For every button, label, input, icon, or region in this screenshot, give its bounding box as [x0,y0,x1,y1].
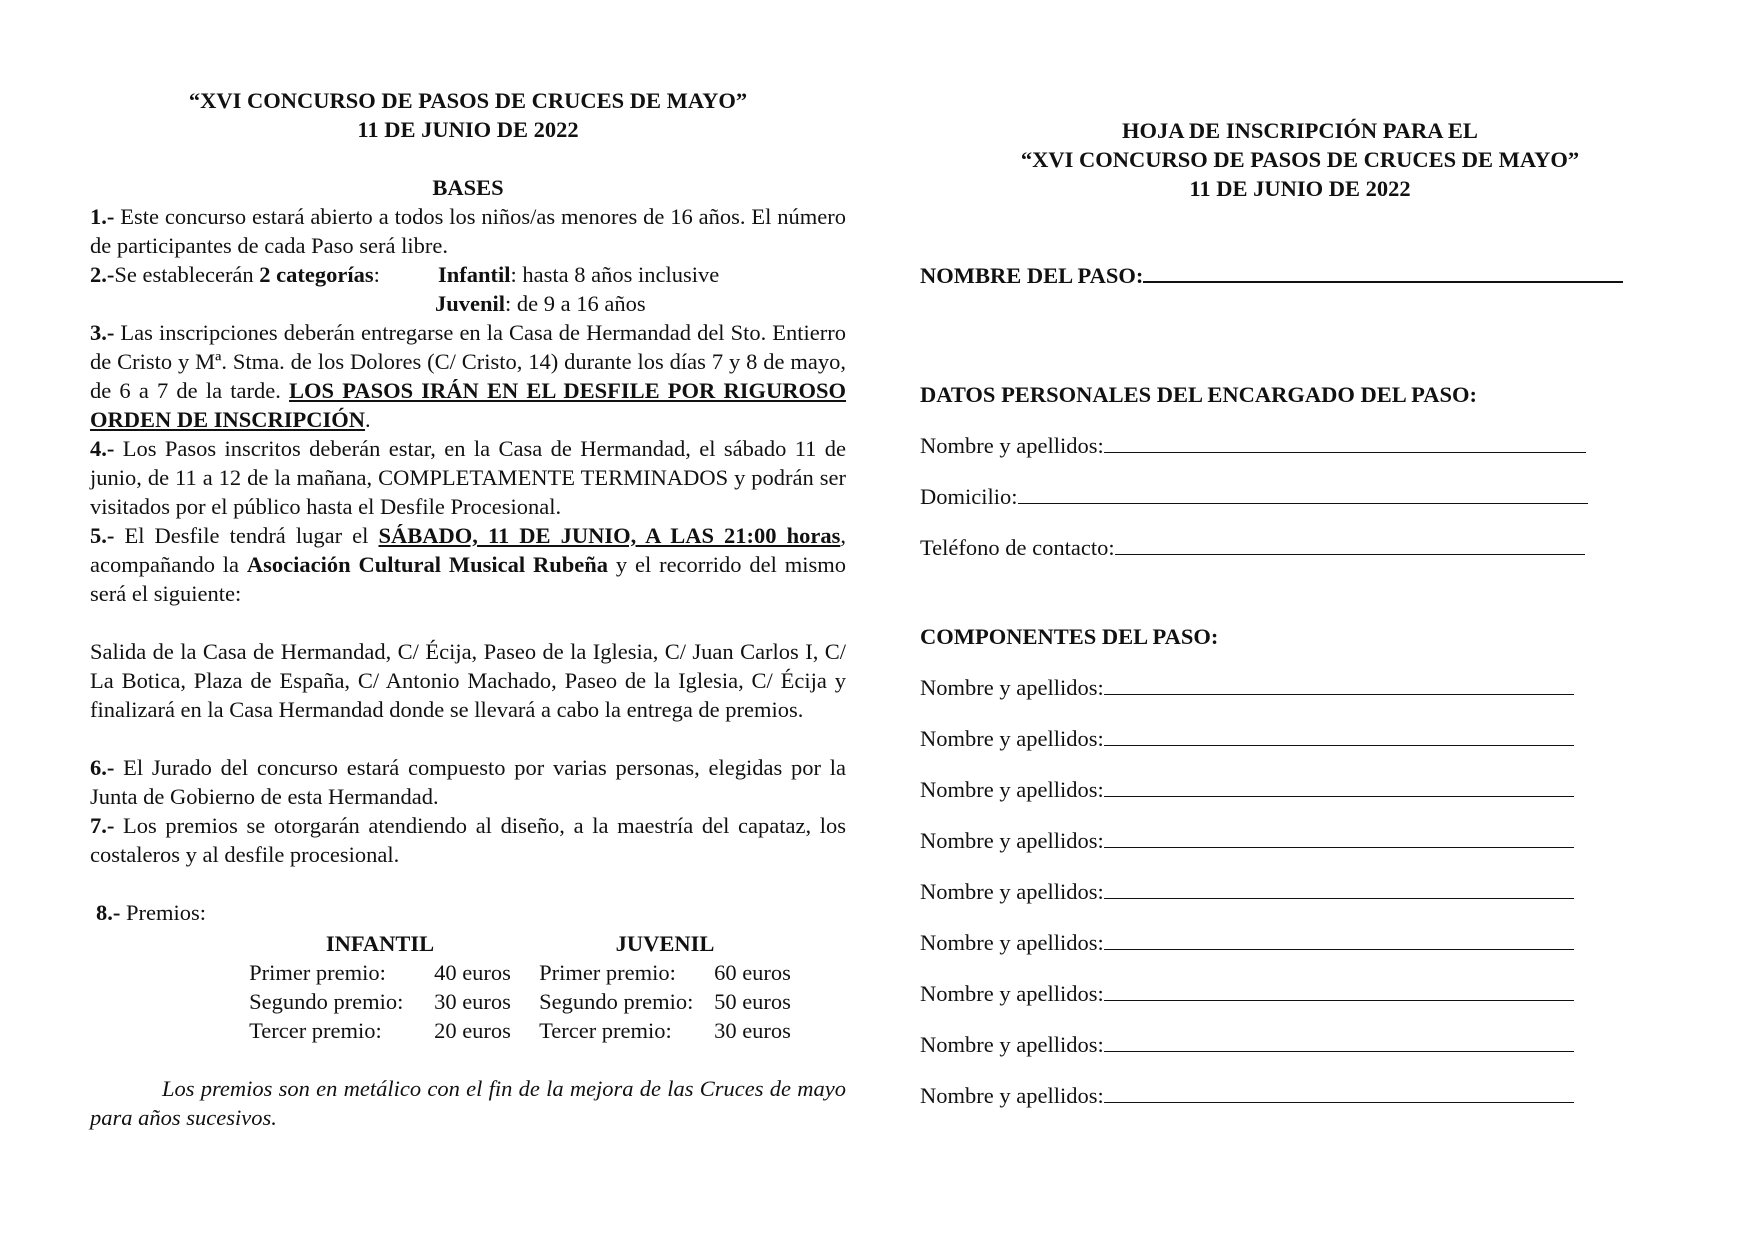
registration-form [920,116,1680,1110]
rule-number: 4.- [90,436,115,461]
rule-text: El Jurado del concurso estará compuesto por varias personas, elegidas por la Junta de Gobierno de esta Hermandad. [90,755,846,809]
rule-3 [90,318,846,434]
field-input-line[interactable] [1104,674,1574,695]
encargado-heading: DATOS PERSONALES DEL ENCARGADO DEL PASO: [920,382,1477,407]
field-input-line[interactable] [1104,1031,1574,1052]
field-input-line[interactable] [1104,1082,1574,1103]
category-name: Juvenil [435,291,506,316]
prize-row [525,1016,805,1045]
rule-text: Los premios se otorgarán atendiendo al diseño, a la maestría del capataz, los costaleros y al desfile procesional. [90,813,846,867]
prize-row [235,987,525,1016]
category-desc: : de 9 a 16 años [505,291,646,316]
prize-row [525,987,805,1016]
form-field-row[interactable] [920,826,1680,855]
field-label: Nombre y apellidos: [920,930,1104,955]
field-input-line[interactable] [1104,776,1574,797]
prize-amount: 60 euros [714,960,791,985]
prizes-note: Los premios son en metálico con el fin de la mejora de las Cruces de mayo para años sucesivos. [90,1076,846,1130]
rule-number: 8.- [96,900,121,925]
rule-4 [90,434,846,521]
rule-number: 1.- [90,204,115,229]
prize-label: Tercer premio: [539,1018,672,1043]
form-contest-title: “XVI CONCURSO DE PASOS DE CRUCES DE MAYO” [1020,147,1580,172]
rule-text: . [365,407,371,432]
route-description: Salida de la Casa de Hermandad, C/ Écija, Paseo de la Iglesia, C/ Juan Carlos I, C/ La Botica, Plaza de España, C/ Antonio Machado, Paseo de la Iglesia, C/ Écija y finalizará en la Casa Hermandad donde se llevará a cabo la entrega de premios. [90,639,846,722]
rule-text: y el recorrido del mismo será el siguiente: [90,552,846,606]
prize-label: Primer premio: [539,960,676,985]
rule-number: 7.- [90,813,115,838]
rule-emphasis: SÁBADO, 11 DE JUNIO, A LAS 21:00 horas [378,523,841,548]
rule-text: Este concurso estará abierto a todos los niños/as menores de 16 años. El número de participantes de cada Paso será libre. [90,204,846,258]
form-field-row[interactable] [920,775,1680,804]
field-label: Nombre y apellidos: [920,675,1104,700]
field-label: Teléfono de contacto: [920,535,1115,560]
componentes-fields [920,673,1680,1110]
field-input-line[interactable] [1104,827,1574,848]
prize-row [235,958,525,987]
field-label: Nombre y apellidos: [920,981,1104,1006]
prize-amount: 20 euros [434,1018,511,1043]
paso-name-label: NOMBRE DEL PASO: [920,263,1144,288]
rule-text: Los Pasos inscritos deberán estar, en la Casa de Hermandad, el sábado 11 de junio, de 11 a 12 de la mañana, COMPLETAMENTE TERMINADOS y podrán ser visitados por el público hasta el Desfile Procesional. [90,436,846,519]
category-infantil [438,260,719,289]
prize-label: Primer premio: [249,960,386,985]
field-input-line[interactable] [1104,929,1574,950]
bases-heading: BASES [432,175,504,200]
field-label: Nombre y apellidos: [920,726,1104,751]
field-input-line[interactable] [1115,534,1585,555]
prizes-infantil [235,929,525,1045]
form-field-row[interactable] [920,1081,1680,1110]
field-label: Nombre y apellidos: [920,1032,1104,1057]
form-field-row[interactable] [920,979,1680,1008]
form-contest-date: 11 DE JUNIO DE 2022 [1189,176,1411,201]
prize-amount: 30 euros [434,989,511,1014]
prize-category-heading: INFANTIL [325,931,435,956]
contest-title: “XVI CONCURSO DE PASOS DE CRUCES DE MAYO” [188,88,748,113]
prize-category-heading: JUVENIL [615,931,715,956]
category-juvenil [435,289,646,318]
rule-number: 5.- [90,523,115,548]
field-input-line[interactable] [1104,432,1586,453]
rule-number: 2.- [90,262,115,287]
prize-row [235,1016,525,1045]
rule-text: Premios: [120,900,207,925]
form-field-row[interactable] [920,673,1680,702]
field-label: Nombre y apellidos: [920,1083,1104,1108]
contest-date: 11 DE JUNIO DE 2022 [357,117,579,142]
field-input-line[interactable] [1104,725,1574,746]
encargado-fields [920,431,1680,562]
form-field-row[interactable] [920,482,1680,511]
prize-label: Tercer premio: [249,1018,382,1043]
form-title: HOJA DE INSCRIPCIÓN PARA EL [1122,118,1478,143]
rule-number: 6.- [90,755,115,780]
prize-label: Segundo premio: [539,989,694,1014]
rule-5 [90,521,846,608]
category-name: Infantil [438,262,511,287]
rule-text: Se establecerán [114,262,260,287]
form-field-row[interactable] [920,928,1680,957]
paso-name-input-line[interactable] [1143,261,1623,283]
category-desc: : hasta 8 años inclusive [510,262,720,287]
form-field-row[interactable] [920,877,1680,906]
prizes-juvenil [525,929,805,1045]
rule-text: , acompañando la [90,523,846,577]
form-field-row[interactable] [920,533,1680,562]
paso-name-field[interactable] [920,261,1680,290]
rule-8 [90,898,846,927]
field-label: Nombre y apellidos: [920,879,1104,904]
rule-text: : [373,262,380,287]
rule-1 [90,202,846,260]
rule-2 [90,260,846,318]
field-input-line[interactable] [1104,980,1574,1001]
prizes-table [235,929,846,1045]
form-field-row[interactable] [920,1030,1680,1059]
form-field-row[interactable] [920,431,1680,460]
rule-text: El Desfile tendrá lugar el [114,523,379,548]
prize-amount: 40 euros [434,960,511,985]
field-label: Nombre y apellidos: [920,433,1104,458]
field-label: Domicilio: [920,484,1018,509]
field-label: Nombre y apellidos: [920,777,1104,802]
form-field-row[interactable] [920,724,1680,753]
rule-emphasis: LOS PASOS IRÁN EN EL DESFILE POR RIGUROSO ORDEN DE INSCRIPCIÓN [90,378,846,432]
rule-number: 3.- [90,320,115,345]
rule-6 [90,753,846,811]
field-label: Nombre y apellidos: [920,828,1104,853]
bases-column [90,86,846,1132]
rule-7 [90,811,846,869]
prize-label: Segundo premio: [249,989,404,1014]
rule-text: Las inscripciones deberán entregarse en la Casa de Hermandad del Sto. Entierro de Cristo y Mª. Stma. de los Dolores (C/ Cristo, 14) durante los días 7 y 8 de mayo, de 6 a 7 de la tarde. [90,320,846,403]
prize-row [525,958,805,987]
band-name: Asociación Cultural Musical Rubeña [246,552,609,577]
field-input-line[interactable] [1018,483,1588,504]
prize-amount: 30 euros [714,1018,791,1043]
rule-emphasis: 2 categorías [259,262,374,287]
componentes-heading: COMPONENTES DEL PASO: [920,624,1219,649]
field-input-line[interactable] [1104,878,1574,899]
prize-amount: 50 euros [714,989,791,1014]
